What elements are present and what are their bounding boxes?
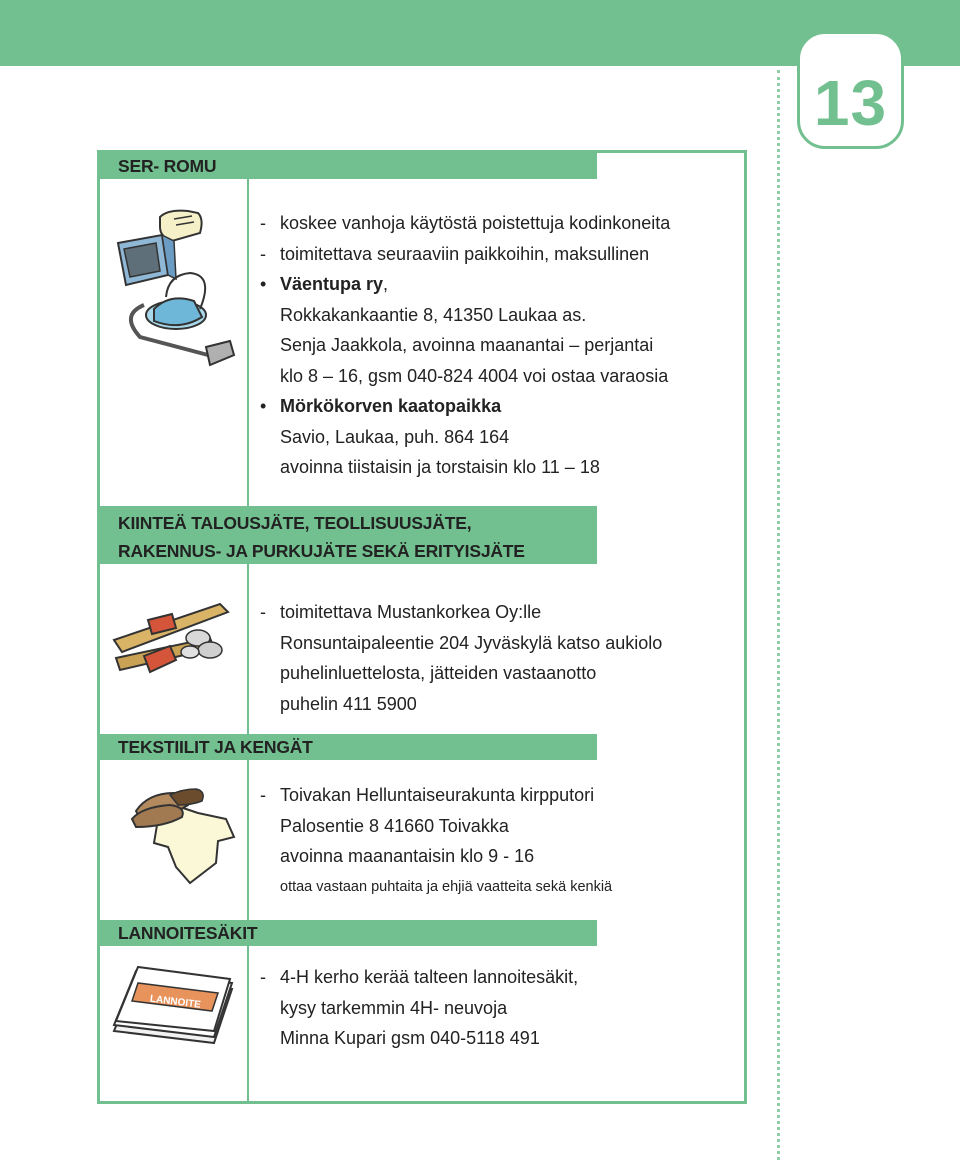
section-title-tekstiilit: TEKSTIILIT JA KENGÄT bbox=[118, 737, 313, 757]
text-line: - koskee vanhoja käytöstä poistettuja kodinkoneita bbox=[260, 213, 671, 233]
text-line: avoinna tiistaisin ja torstaisin klo 11 – 18 bbox=[280, 457, 600, 477]
column-divider bbox=[247, 760, 249, 920]
text-line: • Mörkökorven kaatopaikka bbox=[260, 396, 502, 416]
svg-text:LANNOITE: LANNOITE bbox=[149, 993, 202, 1011]
text-line: Ronsuntaipaleentie 204 Jyväskylä katso aukiolo bbox=[280, 632, 663, 653]
text-line: ottaa vastaan puhtaita ja ehjiä vaatteita sekä kenkiä bbox=[280, 878, 613, 895]
section-text-lannoitesakit bbox=[260, 962, 578, 1054]
dotted-divider bbox=[777, 70, 780, 1160]
section-title-line: KIINTEÄ TALOUSJÄTE, TEOLLISUUSJÄTE, bbox=[118, 513, 472, 533]
section-text-ser-romu bbox=[260, 208, 670, 483]
text-line: - 4-H kerho kerää talteen lannoitesäkit, bbox=[260, 967, 579, 987]
text-line: Palosentie 8 41660 Toivakka bbox=[280, 815, 509, 836]
text-line: • Väentupa ry, bbox=[260, 274, 389, 294]
fertilizer-bags-illustration bbox=[110, 965, 240, 1050]
text-line: kysy tarkemmin 4H- neuvoja bbox=[280, 997, 508, 1018]
text-line: Rokkakankaantie 8, 41350 Laukaa as. bbox=[280, 304, 587, 325]
column-divider bbox=[247, 946, 249, 1101]
text-line: - Toivakan Helluntaiseurakunta kirpputori bbox=[260, 785, 595, 805]
text-line: avoinna maanantaisin klo 9 - 16 bbox=[280, 846, 535, 866]
text-line: - toimitettava Mustankorkea Oy:lle bbox=[260, 602, 542, 622]
text-line: Minna Kupari gsm 040-5118 491 bbox=[280, 1028, 540, 1048]
text-line: puhelinluettelosta, jätteiden vastaanotto bbox=[280, 663, 597, 683]
construction-waste-illustration bbox=[110, 598, 235, 683]
section-title-line: RAKENNUS- JA PURKUJÄTE SEKÄ ERITYISJÄTE bbox=[118, 541, 525, 561]
text-line: puhelin 411 5900 bbox=[280, 693, 417, 714]
text-line: Savio, Laukaa, puh. 864 164 bbox=[280, 426, 510, 447]
section-title-lannoitesakit: LANNOITESÄKIT bbox=[118, 923, 258, 943]
appliances-illustration bbox=[110, 205, 240, 375]
clothes-and-shoes-illustration bbox=[118, 783, 238, 888]
text-line: Senja Jaakkola, avoinna maanantai – perjantai bbox=[280, 335, 654, 355]
section-text-tekstiilit bbox=[260, 780, 612, 902]
column-divider bbox=[247, 179, 249, 506]
page-number: 13 bbox=[813, 67, 888, 139]
text-line: - toimitettava seuraaviin paikkoihin, maksullinen bbox=[260, 243, 650, 264]
text-line: klo 8 – 16, gsm 040-824 4004 voi ostaa varaosia bbox=[280, 365, 669, 386]
section-text-kiintea-jate bbox=[260, 597, 662, 719]
column-divider bbox=[247, 564, 249, 734]
section-title-ser-romu: SER- ROMU bbox=[118, 156, 217, 176]
